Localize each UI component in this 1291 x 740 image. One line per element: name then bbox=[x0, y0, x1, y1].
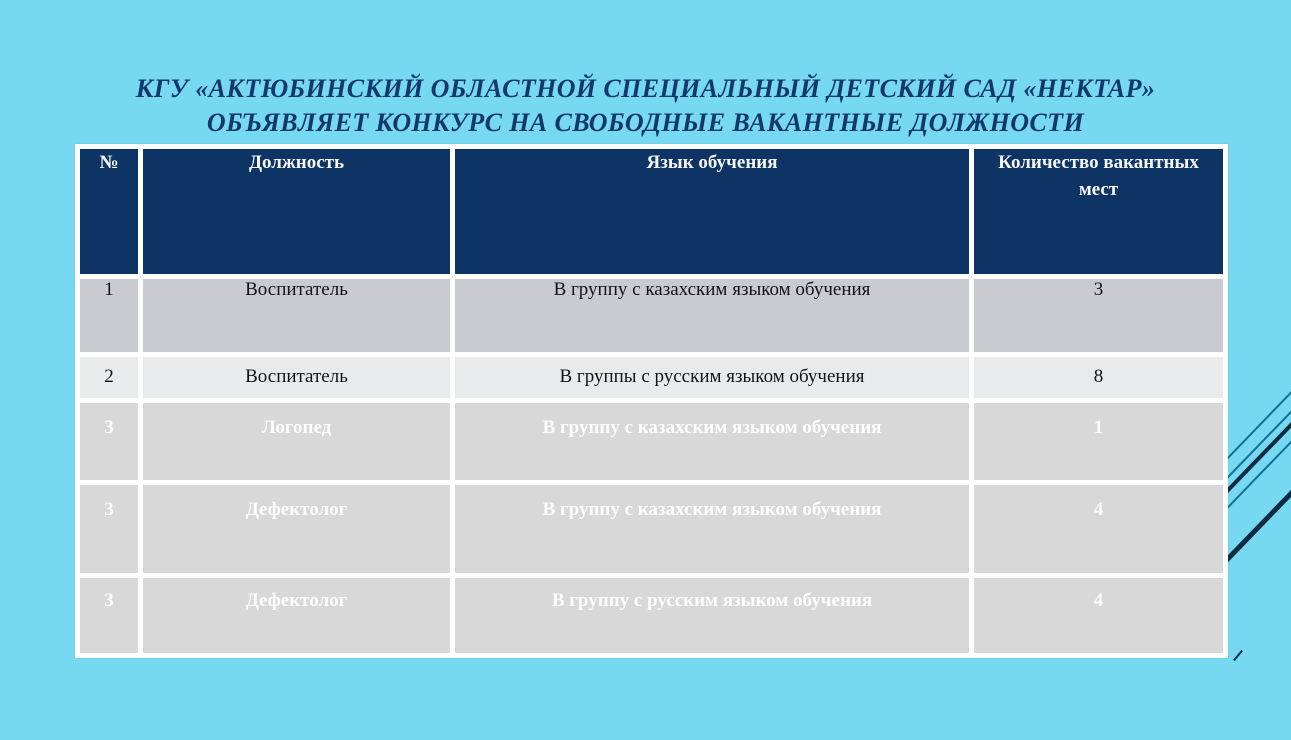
cell-language: В группу с русским языком обучения bbox=[455, 578, 969, 653]
col-header-number: № bbox=[80, 149, 138, 274]
col-header-position: Должность bbox=[143, 149, 450, 274]
cell-language: В группу с казахским языком обучения bbox=[455, 279, 969, 352]
cell-count: 1 bbox=[974, 403, 1223, 480]
slide-title-line1: КГУ «АКТЮБИНСКИЙ ОБЛАСТНОЙ СПЕЦИАЛЬНЫЙ ДЕТСКИЙ САД «НЕКТАР» bbox=[135, 74, 1156, 103]
slide-title-line2: ОБЪЯВЛЯЕТ КОНКУРС НА СВОБОДНЫЕ ВАКАНТНЫЕ ДОЛЖНОСТИ bbox=[206, 108, 1085, 137]
table-row bbox=[80, 357, 1223, 398]
cell-position: Дефектолог bbox=[143, 485, 450, 573]
vacancies-table bbox=[75, 144, 1228, 658]
table-row bbox=[80, 279, 1223, 352]
cell-position: Воспитатель bbox=[143, 357, 450, 398]
slide-title bbox=[0, 72, 1291, 140]
cell-number: 3 bbox=[80, 578, 138, 653]
col-header-count: Количество вакантных мест bbox=[974, 149, 1223, 274]
cell-number: 3 bbox=[80, 485, 138, 573]
table-row bbox=[80, 578, 1223, 653]
table-row bbox=[80, 485, 1223, 573]
cell-count: 4 bbox=[974, 485, 1223, 573]
cell-language: В группу с казахским языком обучения bbox=[455, 485, 969, 573]
cell-number: 3 bbox=[80, 403, 138, 480]
col-header-language: Язык обучения bbox=[455, 149, 969, 274]
cell-language: В группы с русским языком обучения bbox=[455, 357, 969, 398]
cell-number: 2 bbox=[80, 357, 138, 398]
cell-count: 4 bbox=[974, 578, 1223, 653]
cell-position: Логопед bbox=[143, 403, 450, 480]
table-row bbox=[80, 403, 1223, 480]
cell-position: Дефектолог bbox=[143, 578, 450, 653]
cell-count: 3 bbox=[974, 279, 1223, 352]
table-header-row bbox=[80, 149, 1223, 274]
cell-count: 8 bbox=[974, 357, 1223, 398]
cell-language: В группу с казахским языком обучения bbox=[455, 403, 969, 480]
cell-number: 1 bbox=[80, 279, 138, 352]
cell-position: Воспитатель bbox=[143, 279, 450, 352]
